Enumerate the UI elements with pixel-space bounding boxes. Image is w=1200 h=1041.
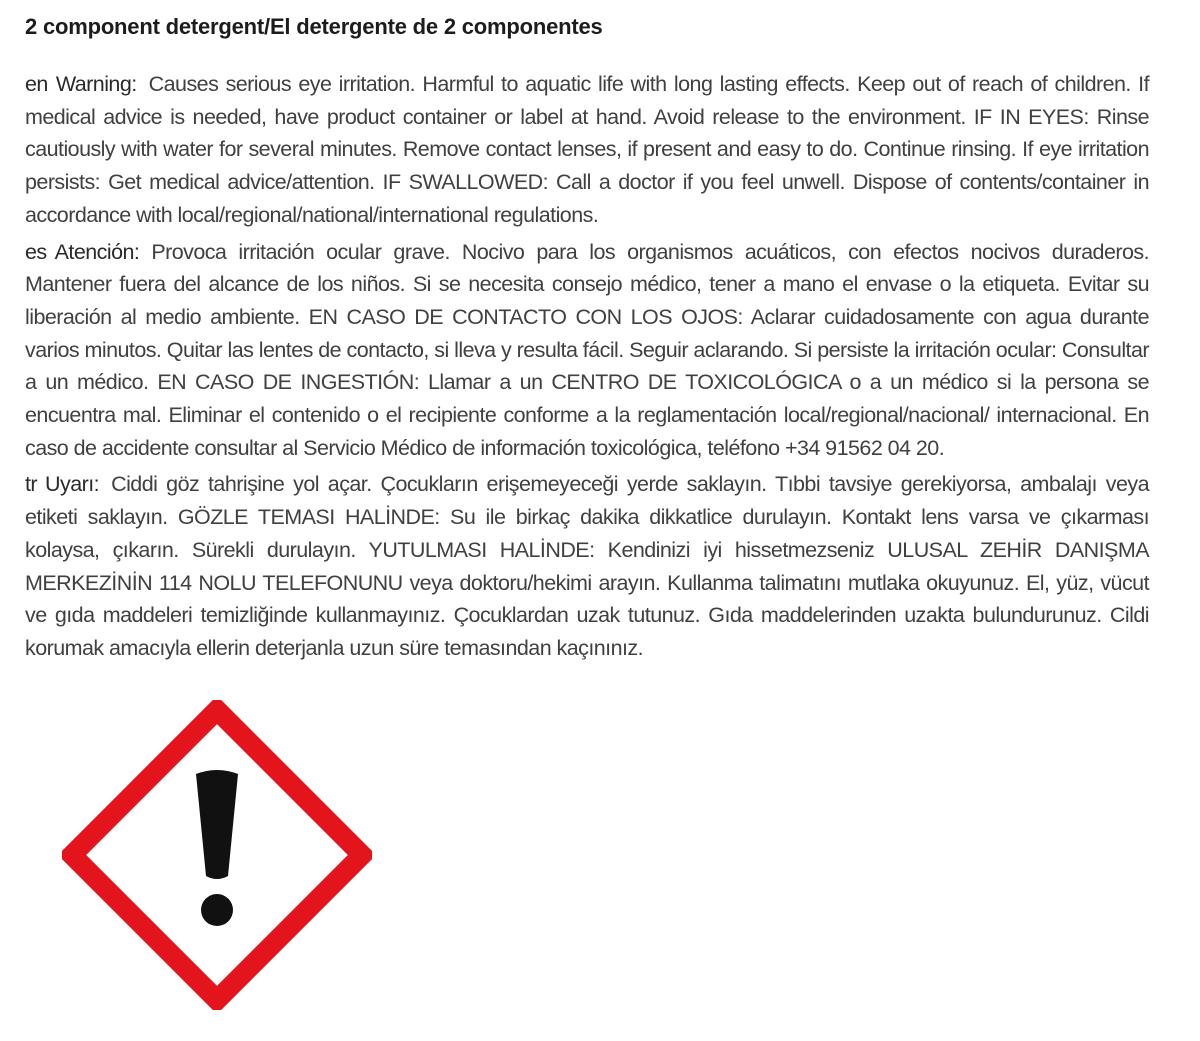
document-body bbox=[25, 12, 1149, 669]
document-title: 2 component detergent/El detergente de 2 componentes bbox=[25, 14, 603, 39]
warning-es bbox=[25, 236, 1149, 465]
signal-word: Atención: bbox=[54, 239, 140, 264]
warning-text: Provoca irritación ocular grave. Nocivo para los organismos acuáticos, con efectos nocivos duraderos. Mantener fuera del alcance de los niños. Si se necesita consejo médico, tener a mano el envase o la etiqueta. Evitar su liberación al medio ambiente. EN CASO DE CONTACTO CON LOS OJOS: Aclarar cuidadosamente con agua durante varios minutos. Quitar las lentes de contacto, si lleva y resulta fácil. Seguir aclarando. Si persiste la irritación ocular: Consultar a un médico. EN CASO DE INGESTIÓN: Llamar a un CENTRO DE TOXICOLÓGICA o a un médico si la persona se encuentra mal. Eliminar el contenido o el recipiente conforme a la reglamentación local/regional/nacional/ internacional. En caso de accidente consultar al Servicio Médico de información toxicológica, teléfono +34 91562 04 20. bbox=[25, 239, 1149, 460]
signal-word: Warning: bbox=[55, 72, 137, 96]
language-code: en bbox=[25, 72, 48, 96]
ghs-exclamation-mark-icon bbox=[62, 700, 372, 1010]
language-code: es bbox=[25, 239, 47, 264]
signal-word: Uyarı: bbox=[45, 472, 100, 497]
exclamation-dot bbox=[201, 894, 233, 926]
language-code: tr bbox=[25, 472, 38, 497]
warning-text: Ciddi göz tahrişine yol açar. Çocukların erişemeyeceği yerde saklayın. Tıbbi tavsiye gerekiyorsa, ambalajı veya etiketi saklayın. GÖZLE TEMASI HALİNDE: Su ile birkaç dakika dikkatlice durulayın. Kontakt lens varsa ve çıkarması kolaysa, çıkarın. Sürekli durulayın. YUTULMASI HALİNDE: Kendinizi iyi hissetmezseniz ULUSAL ZEHİR DANIŞMA MERKEZİNİN 114 NOLU TELEFONUNU veya doktoru/hekimi arayın. Kullanma talimatını mutlaka okuyunuz. El, yüz, vücut ve gıda maddeleri temizliğinde kullanmayınız. Çocuklardan uzak tutunuz. Gıda maddelerinden uzakta bulundurunuz. Cildi korumak amacıyla ellerin deterjanla uzun süre temasından kaçınınız. bbox=[25, 472, 1149, 660]
warning-en bbox=[25, 68, 1149, 232]
warning-text: Causes serious eye irritation. Harmful to aquatic life with long lasting effects. Keep out of reach of children. If medical advice is needed, have product container or label at hand. Avoid release to the environment. IF IN EYES: Rinse cautiously with water for several minutes. Remove contact lenses, if present and easy to do. Continue rinsing. If eye irritation persists: Get medical advice/attention. IF SWALLOWED: Call a doctor if you feel unwell. Dispose of contents/container in accordance with local/regional/national/international regulations. bbox=[25, 72, 1149, 227]
warning-tr bbox=[25, 468, 1149, 664]
